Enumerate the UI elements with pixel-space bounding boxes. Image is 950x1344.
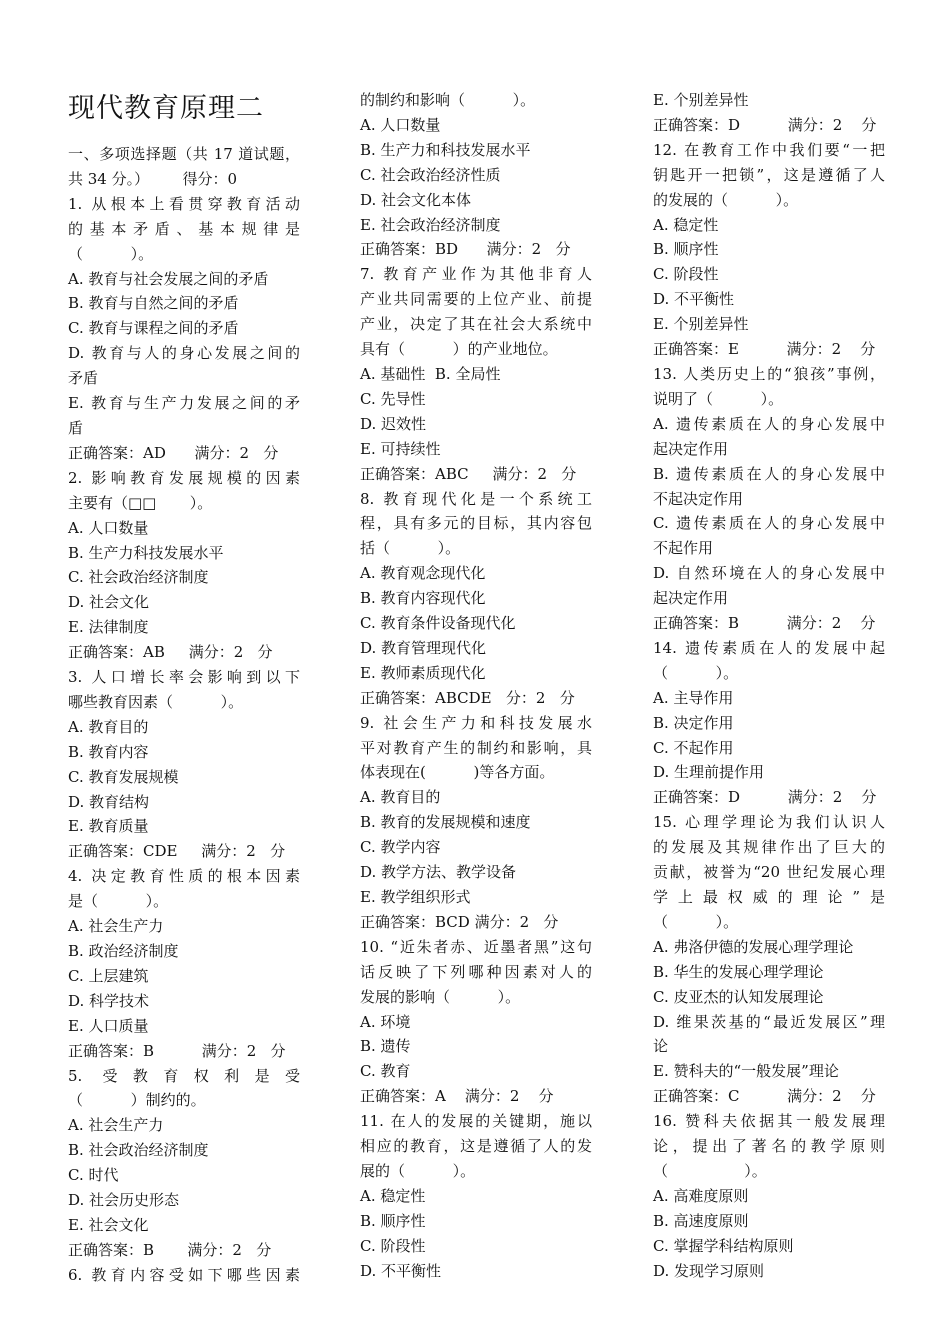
text-line: C. 教育发展规模	[68, 767, 179, 786]
text-line: 的发展及其规律作出了巨大的	[653, 838, 885, 857]
text-line: A. 社会生产力	[68, 1116, 164, 1135]
text-line: C. 皮亚杰的认知发展理论	[653, 987, 824, 1006]
text-line: D. 社会历史形态	[68, 1191, 180, 1210]
text-line: 程，具有多元的目标，其内容包	[360, 514, 592, 533]
text-line: A. 教育目的	[68, 717, 149, 736]
text-line: C. 教育与课程之间的矛盾	[68, 319, 239, 338]
text-line: A. 高难度原则	[653, 1186, 749, 1205]
text-line: A. 稳定性	[653, 215, 719, 234]
text-line: C. 遗传素质在人的身心发展中	[653, 514, 885, 533]
column-left	[68, 88, 300, 1288]
text-line: 的制约和影响（ ）。	[360, 91, 536, 109]
text-line: E. 教育质量	[68, 817, 149, 836]
text-line: C. 先导性	[360, 389, 426, 408]
text-line: D. 教育结构	[68, 792, 150, 811]
text-line: 正确答案：BCD 满分：2 分	[360, 912, 559, 931]
text-line: 不起作用	[653, 539, 714, 558]
text-line: 起决定作用	[653, 589, 729, 608]
text-line: 矛盾	[68, 369, 99, 388]
text-line: 一、多项选择题（共 17 道试题，	[68, 145, 300, 163]
text-line: B. 顺序性	[360, 1211, 426, 1230]
text-line: D. 生理前提作用	[653, 763, 765, 782]
text-line: 哪些教育因素（ ）。	[68, 692, 244, 711]
text-line: D. 教育与人的身心发展之间的	[68, 344, 300, 363]
text-line: B. 社会政治经济制度	[68, 1141, 209, 1160]
text-line: B. 高速度原则	[653, 1211, 749, 1230]
text-line: （ ）。	[653, 1161, 767, 1180]
text-line: 正确答案：ABCDE 分：2 分	[360, 688, 575, 707]
text-line: 正确答案：B 满分：2 分	[68, 1041, 286, 1060]
text-line: E. 教学组织形式	[360, 888, 471, 906]
text-line: C. 阶段性	[653, 265, 719, 284]
text-line: 正确答案：BD 满分：2 分	[360, 240, 571, 259]
text-line: 2. 影响教育发展规模的因素	[68, 468, 300, 487]
text-line: D. 教学方法、教学设备	[360, 863, 517, 882]
text-line: （ ）制约的。	[68, 1091, 206, 1110]
text-line: D. 不平衡性	[360, 1261, 442, 1280]
text-line: C. 教学内容	[360, 838, 441, 857]
text-line: B. 教育与自然之间的矛盾	[68, 294, 239, 313]
text-line: A. 教育目的	[360, 788, 441, 807]
text-line: 主要有（□□ ）。	[68, 493, 213, 512]
text-line: B. 遗传素质在人的身心发展中	[653, 464, 885, 483]
text-line: 贡献，被誉为“20 世纪发展心理	[653, 863, 885, 882]
text-line: C. 教育	[360, 1062, 411, 1081]
text-line: 正确答案：C 满分：2 分	[653, 1087, 876, 1106]
text-line: 5. 受教育权利是受	[68, 1066, 300, 1085]
text-line: 学上最权威的理论”是	[653, 888, 885, 906]
text-line: 6. 教育内容受如下哪些因素	[68, 1265, 300, 1284]
text-line: 正确答案：AB 满分：2 分	[68, 643, 273, 662]
text-line: A. 稳定性	[360, 1186, 426, 1205]
text-line: 正确答案：AD 满分：2 分	[68, 443, 279, 462]
text-line: 16. 赞科夫依据其一般发展理	[653, 1112, 885, 1131]
text-line: 14. 遗传素质在人的发展中起	[653, 638, 885, 657]
text-line: A. 遗传素质在人的身心发展中	[653, 414, 885, 433]
text-line: A. 人口数量	[360, 115, 441, 134]
text-line: 8. 教育现代化是一个系统工	[360, 489, 592, 508]
text-line: 15. 心理学理论为我们认识人	[653, 813, 885, 832]
text-line: 正确答案：B 满分：2 分	[68, 1240, 272, 1259]
text-line: C. 阶段性	[360, 1236, 426, 1255]
text-line: 正确答案：CDE 满分：2 分	[68, 842, 286, 861]
text-line: 的基本矛盾、基本规律是	[68, 219, 300, 238]
text-line: 盾	[68, 418, 84, 437]
text-line: B. 教育的发展规模和速度	[360, 813, 531, 832]
text-line: B. 教育内容现代化	[360, 589, 486, 608]
text-line: 具有（ ）的产业地位。	[360, 340, 558, 359]
text-line: 说明了（ ）。	[653, 389, 784, 408]
text-line: A. 社会生产力	[68, 917, 164, 936]
text-line: D. 科学技术	[68, 991, 150, 1010]
text-line: D. 社会文化	[68, 593, 150, 612]
text-line: 平对教育产生的制约和影响，具	[360, 738, 592, 757]
text-line: 11. 在人的发展的关键期，施以	[360, 1112, 592, 1131]
text-line: 括（ ）。	[360, 539, 461, 558]
text-line: C. 社会政治经济制度	[68, 568, 209, 587]
text-line: 话反映了下列哪种因素对人的	[360, 962, 592, 981]
text-line: 发展的影响（ ）。	[360, 987, 521, 1006]
text-line: A. 弗洛伊德的发展心理学理论	[653, 937, 854, 956]
text-line: 12. 在教育工作中我们要“一把	[653, 140, 885, 159]
column-right	[653, 88, 885, 1284]
text-line: 13. 人类历史上的“狼孩”事例，	[653, 364, 885, 383]
text-line: 4. 决定教育性质的根本因素	[68, 867, 300, 886]
text-line: 10. “近朱者赤、近墨者黑”这句	[360, 937, 592, 956]
text-line: C. 上层建筑	[68, 966, 149, 985]
text-line: （ ）。	[68, 244, 154, 263]
text-line: （ ）。	[653, 912, 739, 931]
text-line: E. 可持续性	[360, 439, 441, 458]
column-middle	[360, 88, 592, 1284]
text-line: A. 教育观念现代化	[360, 564, 486, 583]
text-line: 论，提出了著名的教学原则	[653, 1137, 885, 1156]
text-line: E. 教师素质现代化	[360, 663, 486, 682]
text-line: D. 迟效性	[360, 414, 427, 433]
text-line: C. 不起作用	[653, 738, 734, 757]
text-line: 起决定作用	[653, 439, 729, 458]
text-line: 产业，决定了其在社会大系统中	[360, 315, 592, 334]
text-line: 正确答案：B 满分：2 分	[653, 614, 876, 633]
text-line: A. 人口数量	[68, 518, 149, 537]
text-line: 共 34 分。） 得分：0	[68, 169, 238, 188]
text-line: B. 遗传	[360, 1037, 411, 1056]
text-line: 9. 社会生产力和科技发展水	[360, 713, 592, 732]
text-line: 体表现在( )等各方面。	[360, 763, 555, 782]
text-line: A. 主导作用	[653, 688, 734, 707]
text-line: 1. 从根本上看贯穿教育活动	[68, 194, 300, 213]
text-line: D. 发现学习原则	[653, 1261, 765, 1280]
text-line: B. 政治经济制度	[68, 942, 179, 960]
text-line: A. 基础性 B. 全局性	[360, 364, 501, 383]
text-line: 正确答案：A 满分：2 分	[360, 1087, 554, 1106]
text-line: A. 教育与社会发展之间的矛盾	[68, 269, 269, 288]
text-line: D. 维果茨基的“最近发展区”理	[653, 1012, 885, 1031]
text-line: B. 顺序性	[653, 240, 719, 259]
text-line: C. 掌握学科结构原则	[653, 1236, 794, 1255]
text-line: D. 不平衡性	[653, 290, 735, 309]
text-line: C. 时代	[68, 1166, 119, 1185]
text-line: E. 赞科夫的“一般发展”理论	[653, 1062, 839, 1081]
text-line: E. 教育与生产力发展之间的矛	[68, 394, 300, 413]
text-line: E. 个别差异性	[653, 315, 749, 334]
text-line: 的发展的（ ）。	[653, 190, 799, 209]
text-line: D. 教育管理现代化	[360, 638, 487, 657]
text-line: 7. 教育产业作为其他非育人	[360, 265, 592, 284]
text-line: D. 自然环境在人的身心发展中	[653, 564, 885, 583]
text-line: 正确答案：D 满分：2 分	[653, 115, 877, 134]
text-line: 不起决定作用	[653, 489, 744, 508]
text-line: B. 生产力科技发展水平	[68, 543, 224, 562]
text-line: 钥匙开一把锁”，这是遵循了人	[653, 165, 885, 184]
text-line: （ ）。	[653, 663, 739, 682]
text-line: B. 生产力和科技发展水平	[360, 140, 531, 159]
text-line: 正确答案：ABC 满分：2 分	[360, 464, 577, 483]
text-line: 论	[653, 1037, 669, 1056]
text-line: 产业共同需要的上位产业、前提	[360, 290, 592, 309]
text-line: C. 社会政治经济性质	[360, 165, 501, 184]
text-line: 是（ ）。	[68, 892, 169, 911]
text-line: 相应的教育，这是遵循了人的发	[360, 1137, 592, 1156]
text-line: E. 人口质量	[68, 1016, 149, 1035]
text-line: E. 个别差异性	[653, 91, 749, 109]
text-line: D. 社会文化本体	[360, 190, 472, 209]
text-line: C. 教育条件设备现代化	[360, 614, 516, 633]
text-line: A. 环境	[360, 1012, 411, 1031]
text-line: E. 社会政治经济制度	[360, 215, 501, 234]
text-line: 展的（ ）。	[360, 1161, 476, 1180]
text-line: E. 法律制度	[68, 618, 149, 637]
text-line: 3. 人口增长率会影响到以下	[68, 668, 300, 687]
text-line: 正确答案：D 满分：2 分	[653, 788, 877, 807]
text-line: 正确答案：E 满分：2 分	[653, 340, 876, 359]
text-line: B. 决定作用	[653, 713, 734, 732]
text-line: E. 社会文化	[68, 1215, 149, 1234]
text-line: B. 教育内容	[68, 742, 149, 761]
text-line: B. 华生的发展心理学理论	[653, 962, 824, 981]
page-title: 现代教育原理二	[68, 93, 264, 124]
